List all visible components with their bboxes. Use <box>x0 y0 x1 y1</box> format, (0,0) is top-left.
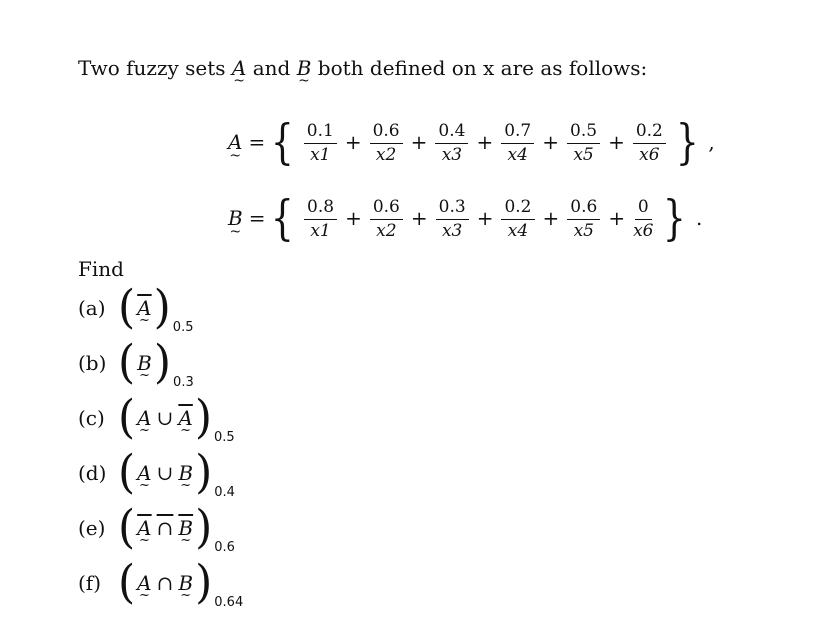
plus-sign: + <box>542 206 560 230</box>
part-d: (d) ( A ~ ∪ B ~ ) 0.4 <box>78 448 235 498</box>
plus-sign: + <box>410 130 428 154</box>
part-a: (a) ( $\overline{A}$ ~ ) 0.5 <box>78 283 193 333</box>
fraction-numerator: 0.6 <box>370 195 403 220</box>
equation-a-name: A ~ <box>228 130 242 154</box>
fraction-numerator: 0.5 <box>567 119 600 144</box>
equation-a-equals: = <box>248 130 266 154</box>
fraction-numerator: 0 <box>635 195 652 220</box>
fraction-denominator: x3 <box>441 220 463 241</box>
part-e-label: (e) <box>78 516 106 540</box>
fraction-term <box>501 195 534 242</box>
fraction-denominator: x5 <box>573 144 594 165</box>
part-c-label: (c) <box>78 406 105 430</box>
fraction-denominator: x6 <box>639 144 660 165</box>
plus-sign: + <box>608 130 625 154</box>
part-e: (e) ( A ~ ∩ B ~ ) 0.6 <box>78 503 235 553</box>
fraction-term <box>304 119 337 166</box>
part-d-label: (d) <box>78 461 107 485</box>
fraction-denominator: x5 <box>573 220 594 241</box>
fraction-term <box>567 119 600 166</box>
plus-sign: + <box>410 206 428 230</box>
part-b-label: (b) <box>78 351 107 375</box>
plus-sign: + <box>344 130 362 154</box>
fraction-numerator: 0.7 <box>501 119 534 144</box>
plus-sign: + <box>542 130 560 154</box>
fraction-term <box>370 119 403 166</box>
plus-sign: + <box>476 206 494 230</box>
find-label: Find <box>78 257 124 281</box>
part-d-expr: A ~ ∪ B ~ <box>135 461 195 485</box>
fraction-numerator: 0.2 <box>501 195 534 220</box>
equation-b-name: B ~ <box>228 206 243 230</box>
fraction-denominator: x6 <box>633 220 654 241</box>
equation-b-punct: . <box>696 206 703 230</box>
equation-a-punct: , <box>708 130 715 154</box>
fraction-numerator: 0.4 <box>435 119 468 144</box>
fraction-term <box>567 195 600 242</box>
part-c: (c) ( A ~ ∪ $\overline{A}$ ~ ) 0.5 <box>78 393 235 443</box>
fraction-denominator: x2 <box>376 220 397 241</box>
part-b-expr: B ~ <box>137 351 152 375</box>
intro-text-middle: and <box>252 56 291 80</box>
fraction-term <box>435 119 468 166</box>
set-a-symbol: A ~ <box>232 56 246 80</box>
part-b-sub: 0.3 <box>173 375 194 390</box>
fraction-numerator: 0.6 <box>370 119 403 144</box>
fraction-term <box>304 195 337 242</box>
part-f: (f) ( A ~ ∩ B ~ ) 0.64 <box>78 558 243 608</box>
part-a-expr: $\overline{A}$ ~ <box>137 296 151 320</box>
fraction-denominator: x1 <box>310 220 331 241</box>
fraction-numerator: 0.1 <box>304 119 337 144</box>
intro-text-before: Two fuzzy sets <box>78 56 226 80</box>
set-b-symbol: B ~ <box>297 56 312 80</box>
part-b: (b) ( B ~ ) 0.3 <box>78 338 194 388</box>
fraction-denominator: x4 <box>507 220 529 241</box>
equation-b: B ~ = { $\frac{0.8}{x1}$ + $\frac{0.6}{x2}$ + $\frac{0.3}{x3}$ + $\frac{0.2}{x4}$ + $\frac{0.6}{x5}$ + $\frac{0}{x6}$ } . <box>228 186 702 250</box>
fraction-denominator: x3 <box>441 144 463 165</box>
part-d-sub: 0.4 <box>214 485 235 500</box>
part-f-expr: A ~ ∩ B ~ <box>135 571 195 595</box>
fraction-numerator: 0.8 <box>304 195 337 220</box>
part-a-label: (a) <box>78 296 106 320</box>
equation-a-terms <box>300 119 670 166</box>
fraction-numerator: 0.3 <box>436 195 469 220</box>
plus-sign: + <box>476 130 494 154</box>
fraction-term <box>436 195 469 242</box>
equation-b-equals: = <box>248 206 266 230</box>
part-e-sub: 0.6 <box>214 540 235 555</box>
fraction-numerator: 0.6 <box>567 195 600 220</box>
fraction-term <box>501 119 534 166</box>
fraction-denominator: x4 <box>507 144 528 165</box>
plus-sign: + <box>608 206 626 230</box>
part-e-expr: A ~ ∩ B ~ <box>135 516 195 540</box>
problem-statement <box>78 56 647 80</box>
fraction-term <box>633 195 653 242</box>
part-c-expr: A ~ ∪ $\overline{A}$ ~ <box>135 406 195 430</box>
fraction-term <box>633 119 666 166</box>
fraction-numerator: 0.2 <box>633 119 666 144</box>
equation-a: A ~ = { $\frac{0.1}{x1}$ + $\frac{0.6}{x2}$ + $\frac{0.4}{x3}$ + $\frac{0.7}{x4}$ + $\frac{0.5}{x5}$ + $\frac{0.2}{x6}$ } , <box>228 110 715 174</box>
part-f-sub: 0.64 <box>214 595 244 610</box>
fraction-denominator: x2 <box>375 144 397 165</box>
plus-sign: + <box>345 206 362 230</box>
part-f-label: (f) <box>78 571 102 595</box>
fraction-denominator: x1 <box>310 144 331 165</box>
part-c-sub: 0.5 <box>214 430 235 445</box>
part-a-sub: 0.5 <box>172 320 194 335</box>
equation-b-terms <box>300 195 657 242</box>
fraction-term <box>370 195 403 242</box>
intro-text-after: both defined on x are as follows: <box>317 56 648 80</box>
